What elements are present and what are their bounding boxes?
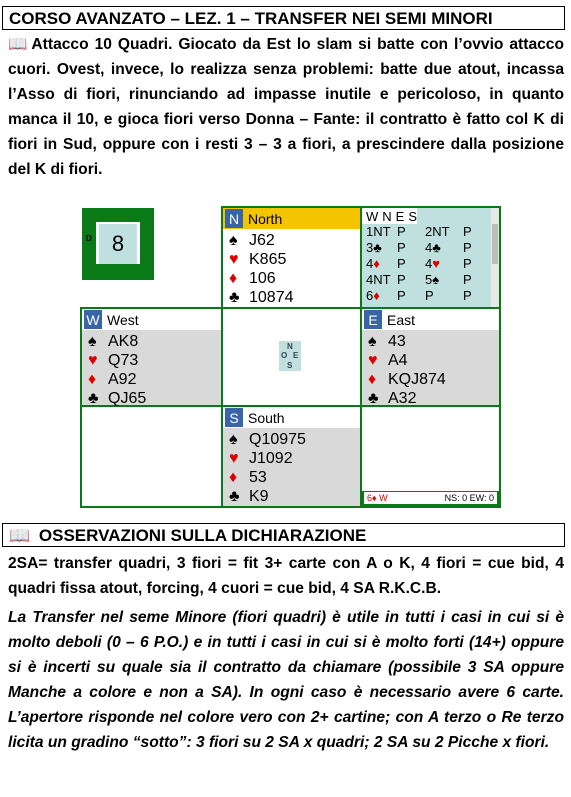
auction-cell: 4NT <box>366 271 391 287</box>
south-spades: Q10975 <box>249 431 306 448</box>
east-clubs: A32 <box>388 390 417 407</box>
transfer-explanation: La Transfer nel seme Minore (fiori quadri) è utile in tutti i casi in cui si è molto deboli (0 – 6 P.O.) e in tutti i casi in cui si è molto forti (14+) oppure si è incerti su quale sia il contratto da chiamare (possibile 3 SA oppure Manche a colore e non a SA). In ogni caso è necessario avere 6 carte. L’apertore risponde nel colore vero con 2+ cartine; con A terzo o Re terzo licita un gradino “sotto”: 3 fiori su 2 SA x quadri; 2 SA su 2 Picche x fiori. <box>8 609 564 751</box>
west-diamonds: A92 <box>108 371 137 388</box>
south-diamonds: 53 <box>249 469 267 486</box>
auction-header-e: E <box>395 208 405 224</box>
west-clubs: QJ65 <box>108 390 147 407</box>
auction-scrollbar[interactable] <box>491 208 499 307</box>
north-name: North <box>248 210 283 227</box>
auction-header-w: W <box>366 208 379 224</box>
auction-row <box>362 223 487 239</box>
auction-cell: P <box>463 287 472 303</box>
east-diamonds: KQJ874 <box>388 371 446 388</box>
auction-cell: P <box>463 223 472 239</box>
club-icon: ♣ <box>229 289 240 306</box>
heart-icon: ♥ <box>229 450 239 467</box>
spade-icon: ♠ <box>88 333 97 350</box>
south-clubs: K9 <box>249 488 269 505</box>
auction-cell: 5♠ <box>425 271 440 287</box>
auction-header-s: S <box>408 208 418 224</box>
north-spades: J62 <box>249 232 275 249</box>
auction-panel <box>362 208 499 307</box>
score-result: NS: 0 EW: 0 <box>444 493 494 503</box>
open-book-icon: 📖 <box>8 36 28 53</box>
scroll-thumb[interactable] <box>492 224 498 264</box>
board-number-cell <box>80 206 221 307</box>
east-hearts: A4 <box>388 352 408 369</box>
south-hand <box>223 407 360 506</box>
auction-cell: 1NT <box>366 223 391 239</box>
heart-icon: ♥ <box>229 251 239 268</box>
section-title: 📖 OSSERVAZIONI SULLA DICHIARAZIONE <box>2 523 565 547</box>
bidding-notes: 2SA= transfer quadri, 3 fiori = fit 3+ carte con A o K, 4 fiori = cue bid, 4 quadri fissa atout, forcing, 4 cuori = cue bid, 4 SA R.K.C.B. <box>8 555 564 597</box>
auction-cell: 6♦ <box>366 287 380 303</box>
auction-cell: P <box>397 255 406 271</box>
compass-n: N <box>287 342 293 351</box>
compass-s: S <box>287 361 293 370</box>
auction-cell: P <box>463 255 472 271</box>
heart-icon: ♥ <box>368 352 378 369</box>
east-hand <box>362 309 499 405</box>
open-book-icon: 📖 <box>9 526 31 545</box>
north-tag: N <box>225 209 243 228</box>
diamond-icon: ♦ <box>229 469 238 486</box>
diamond-icon: ♦ <box>229 270 238 287</box>
west-tag: W <box>84 310 102 329</box>
auction-cell: P <box>397 239 406 255</box>
diamond-icon: ♦ <box>88 371 97 388</box>
north-hearts: K865 <box>249 251 287 268</box>
auction-cell: P <box>397 271 406 287</box>
west-spades: AK8 <box>108 333 139 350</box>
club-icon: ♣ <box>368 390 379 407</box>
club-icon: ♣ <box>229 488 240 505</box>
auction-row <box>362 271 487 287</box>
auction-header-n: N <box>382 208 392 224</box>
contract-result: 6♦ W <box>367 493 388 503</box>
north-hand <box>223 208 360 307</box>
compass-rose <box>279 341 301 371</box>
compass-e: E <box>293 351 299 360</box>
west-name: West <box>107 311 139 328</box>
north-diamonds: 106 <box>249 270 276 287</box>
lesson-title: CORSO AVANZATO – LEZ. 1 – TRANSFER NEI SEMI MINORI <box>2 6 565 30</box>
auction-row <box>362 287 487 303</box>
heart-icon: ♥ <box>88 352 98 369</box>
auction-cell: 2NT <box>425 223 450 239</box>
east-spades: 43 <box>388 333 406 350</box>
dealer-box <box>82 208 154 280</box>
dealer-mark: D <box>86 234 92 243</box>
board-number: 8 <box>99 224 137 264</box>
west-hand <box>82 309 221 405</box>
auction-cell: P <box>463 271 472 287</box>
auction-cell: 3♣ <box>366 239 382 255</box>
table-center <box>223 309 360 405</box>
diamond-icon: ♦ <box>368 371 377 388</box>
auction-cell: 4♥ <box>425 255 440 271</box>
east-tag: E <box>364 310 382 329</box>
result-cell <box>362 407 499 506</box>
east-name: East <box>387 311 416 328</box>
west-hearts: Q73 <box>108 352 139 369</box>
north-clubs: 10874 <box>249 289 294 306</box>
auction-cell: 4♦ <box>366 255 380 271</box>
result-bar <box>364 492 497 504</box>
intro-paragraph: 📖 Attacco 10 Quadri. Giocato da Est lo slam si batte con l’ovvio attacco cuori. Ovest, invece, lo realizza senza problemi: batte due atout, incassa l’Asso di fiori, rinunciando ad impasse inutile e pericoloso, in quanto manca il 10, e gioca fiori verso Donna – Fante: il contratto è fatto col K di fiori in Sud, oppure con i resti 3 – 3 a fiori, a prescindere dalla posizione del K di fiori. <box>8 32 564 182</box>
auction-row <box>362 239 487 255</box>
spade-icon: ♠ <box>229 232 238 249</box>
spade-icon: ♠ <box>229 431 238 448</box>
auction-cell: P <box>397 287 406 303</box>
south-tag: S <box>225 408 243 427</box>
auction-row <box>362 255 487 271</box>
compass-o: O <box>281 351 288 360</box>
empty-cell <box>82 407 221 506</box>
auction-table <box>362 208 417 224</box>
auction-cell: P <box>463 239 472 255</box>
auction-rows <box>362 223 487 303</box>
south-name: South <box>248 409 285 426</box>
bridge-board <box>80 206 501 508</box>
auction-cell: 4♣ <box>425 239 441 255</box>
south-hearts: J1092 <box>249 450 293 467</box>
auction-cell: P <box>425 287 434 303</box>
auction-cell: P <box>397 223 406 239</box>
club-icon: ♣ <box>88 390 99 407</box>
spade-icon: ♠ <box>368 333 377 350</box>
